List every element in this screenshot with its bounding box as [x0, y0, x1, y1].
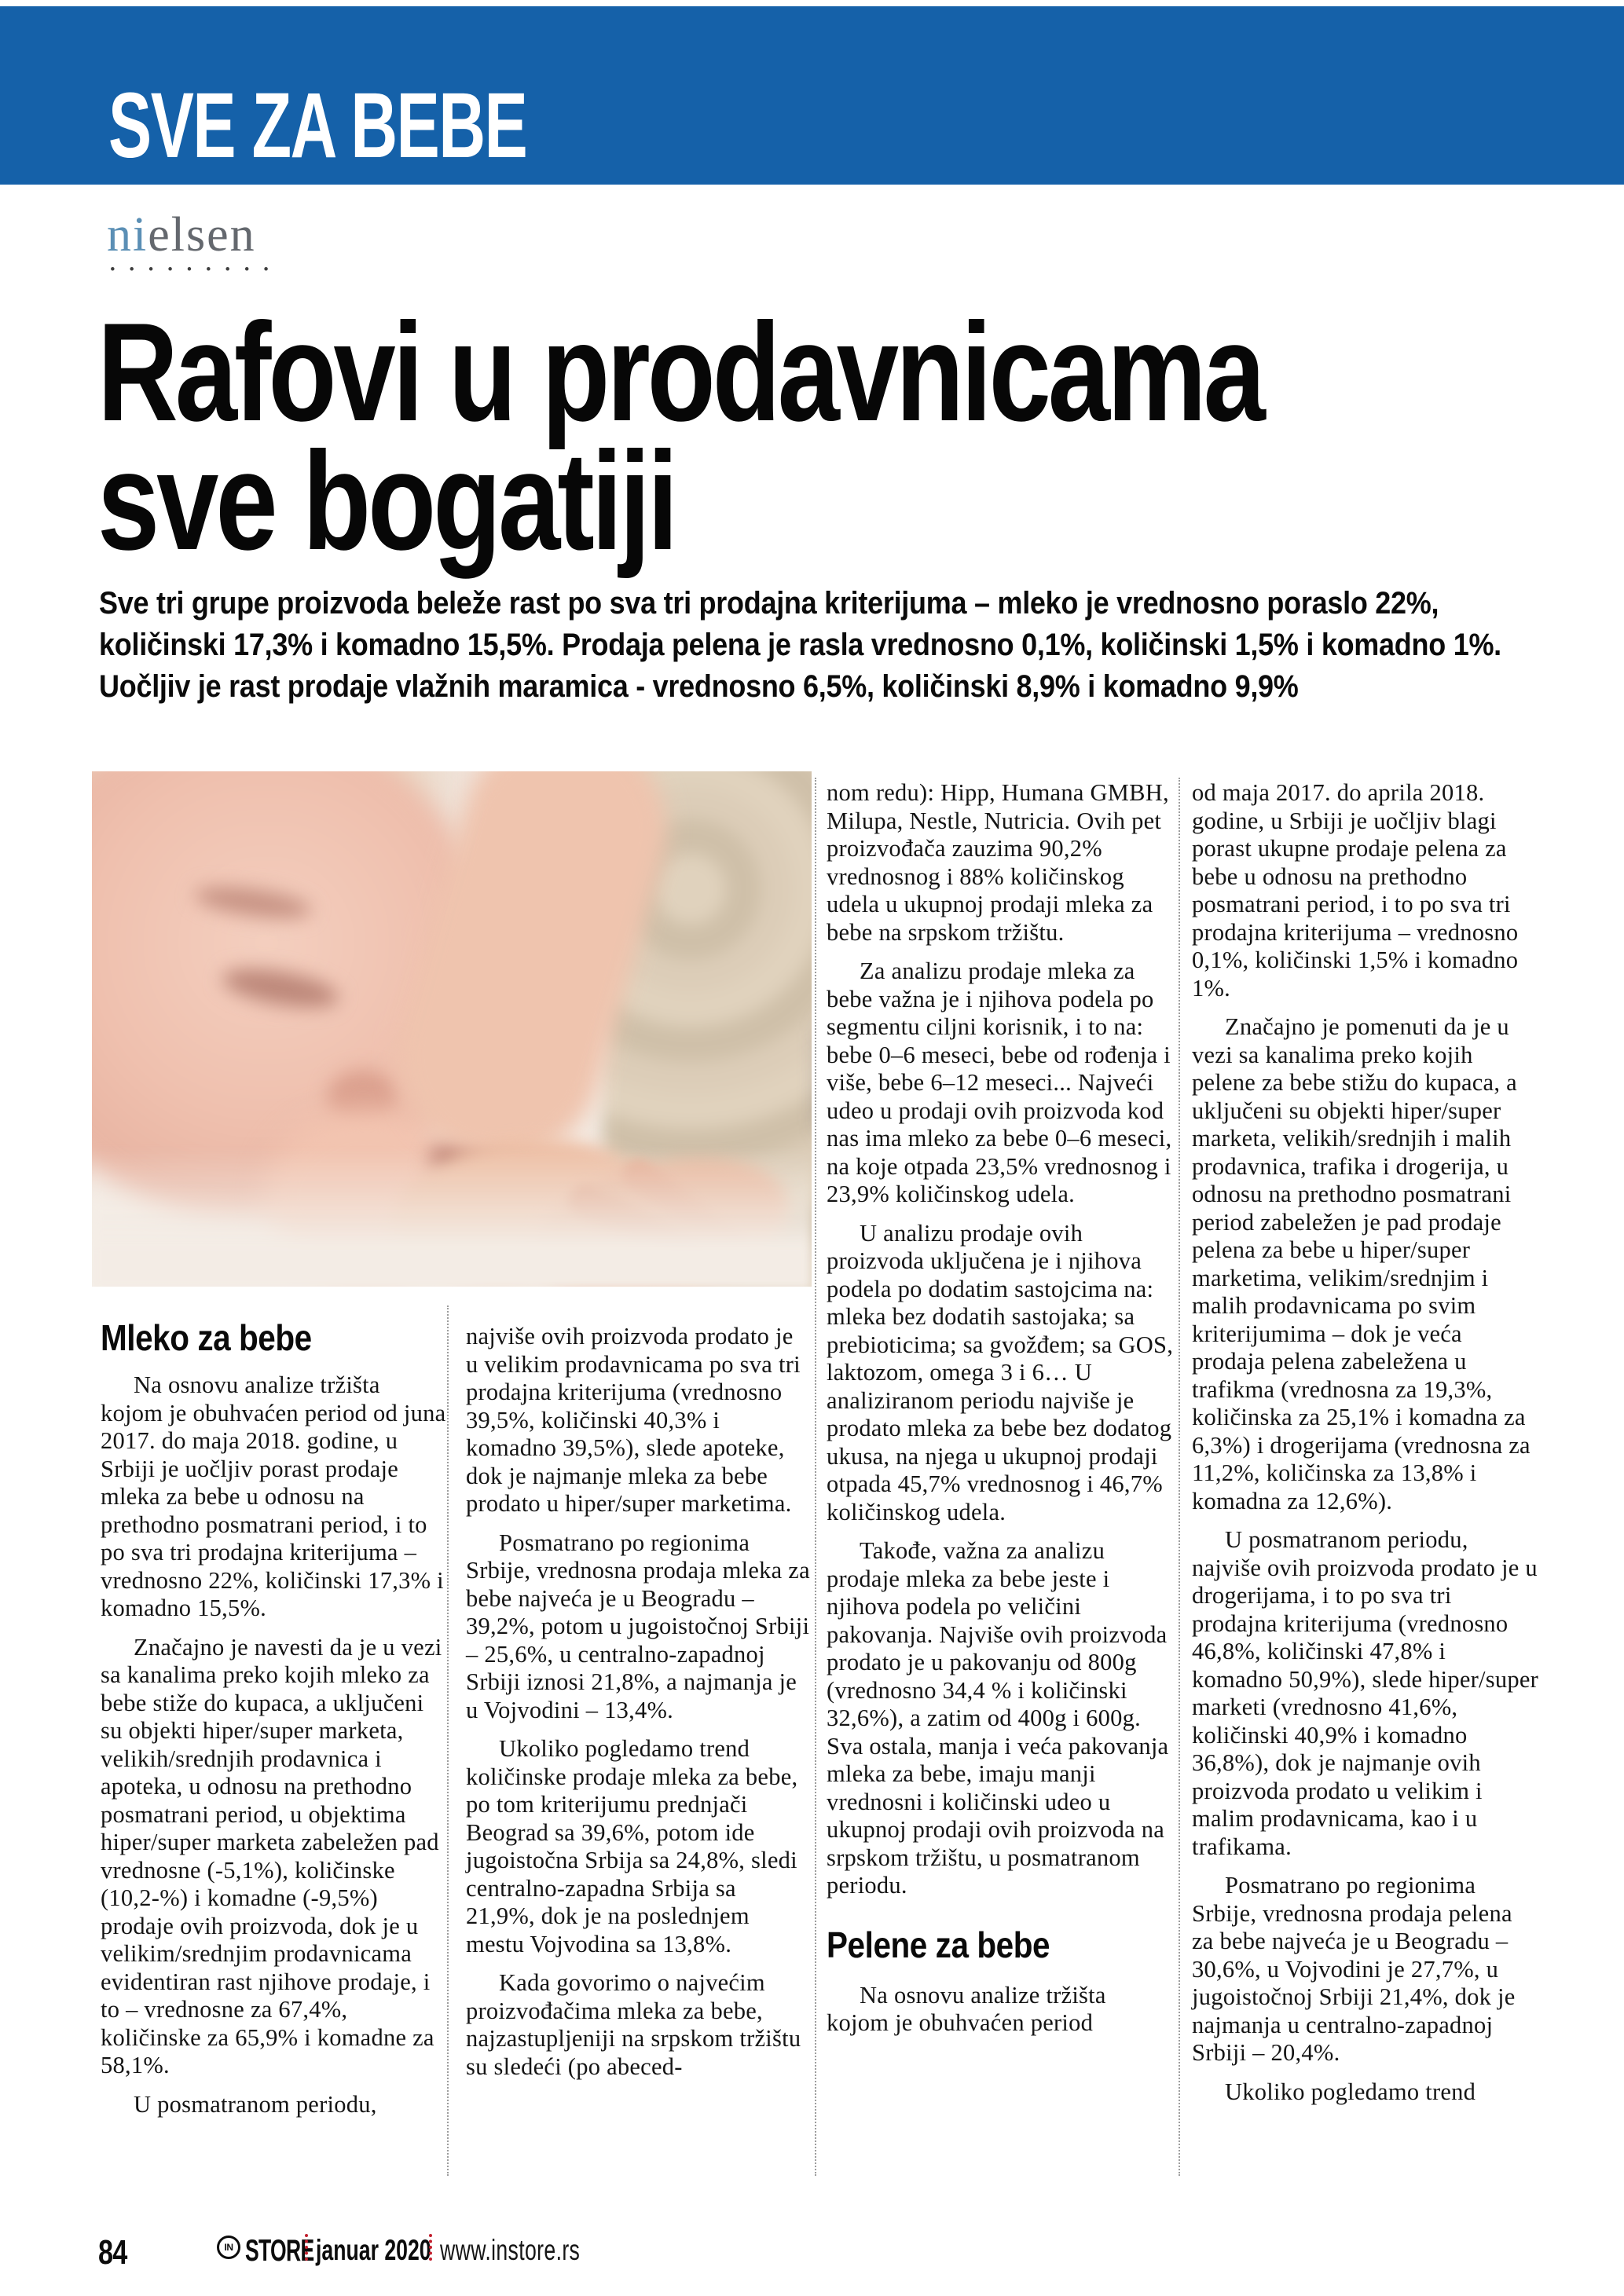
paragraph: Značajno je pomenuti da je u vezi sa kanalima preko kojih pelene za bebe stižu do kupaca, a uključeni su objekti hiper/super marketa, velikih/srednjih i malih prodavnica, trafika i drogerija, u odnosu na prethodno posmatrani period zabeležen je pad prodaje pelena za bebe u hiper/super marketima, velikim/srednjim i malih prodavnicama po svim kriterijumima – dok je veća prodaja pelena zabeležena u trafikma (vrednosna za 19,3%, količinska za 25,1% i komadna za 6,3%) i drogerijama (vrednosna za 11,2%, količinska za 13,8% i komadna za 12,6%). [1192, 1013, 1531, 1514]
article-headline-line1: Rafovi u prodavnicama [97, 294, 1263, 450]
paragraph: Posmatrano po regionima Srbije, vrednosna prodaja pelena za bebe najveća je u Beogradu –30,6%, u Vojvodini je 27,7%, u jugoistočnoj Srbiji 21,4%, dok je najmanja u centralno-zapadnoj Srbiji – 20,4%. [1192, 1872, 1516, 2066]
paragraph: od maja 2017. do aprila 2018. godine, u Srbiji je uočljiv blagi porast ukupne prodaje pelena za bebe u odnosu na prethodno posmatrani period, i to po sva tri prodajna kriterijuma – vrednosno 0,1%, količinski 1,5% i komadno 1%. [1192, 779, 1519, 1002]
nielsen-logo-text-rest: elsen [148, 208, 256, 262]
article-column-4 [1192, 779, 1539, 2106]
column-divider-3 [1179, 778, 1180, 2176]
page-number: 84 [98, 2233, 127, 2272]
page-footer [0, 2228, 1624, 2275]
column-divider-2 [815, 778, 816, 2176]
baby-photo [92, 771, 812, 1287]
nielsen-logo [107, 208, 288, 278]
paragraph: U analizu prodaje ovih proizvoda uključena je i njihova podela po dodatim sastojcima na: mleka bez dodatih sastojaka; sa prebioticima; sa gvožđem; sa GOS, laktozom, omega 3 i 6… U analiziranom periodu najviše je prodato mleka za bebe bez dodatog ukusa, na njega u ukupnoj prodaji otpada 45,7% vrednosnog i 46,7% količinskog udela. [827, 1219, 1174, 1525]
instore-logo-text: STORE [245, 2234, 314, 2268]
paragraph: U posmatranom periodu, [134, 2090, 377, 2118]
nielsen-logo-text [107, 208, 288, 262]
paragraph: Za analizu prodaje mleka za bebe važna je i njihova podela po segmentu ciljni korisnik, i to na: bebe 0–6 meseci, bebe od rođenja i više, bebe 6–12 meseci... Najveći udeo u prodaji ovih proizvoda kod nas ima mleko za bebe 0–6 meseci, na koje otpada 23,5% vrednosnog i 23,9% količinskog udela. [827, 958, 1172, 1207]
article-headline [97, 294, 1480, 579]
section-banner-title: SVE ZA BEBE [108, 74, 527, 178]
article-lede: Sve tri grupe proizvoda beleže rast po sva tri prodajna kriterijuma – mleko je vrednosno poraslo 22%, količinski 17,3% i komadno 15,5%. Prodaja pelena je rasla vrednosno 0,1%, količinski 1,5% i komadno 1%. Uočljiv je rast prodaje vlažnih maramica - vrednosno 6,5%, količinski 8,9% i komadno 9,9% [99, 586, 1501, 704]
paragraph: Značajno je navesti da je u vezi sa kanalima preko kojih mleko za bebe stiže do kupaca, a uključeni su objekti hiper/super marketa, velikih/srednjih prodavnica i apoteka, u odnosu na prethodno posmatrani period, u objektima hiper/super marketa zabeležen pad vrednosne (-5,1%), količinske (10,2-%) i komadne (-9,5%) prodaje ovih proizvoda, dok je u velikim/srednjim prodavnicama evidentiran rast njihove prodaje, i to – vrednosne za 67,4%, količinske za 65,9% i komadne za 58,1%. [101, 1633, 442, 2078]
paragraph: Posmatrano po regionima Srbije, vrednosna prodaja mleka za bebe najveća je u Beogradu – 39,2%, potom u jugoistočnoj Srbiji – 25,6%, u centralno-zapadnoj Srbiji iznosi 21,8%, a najmanja je u Vojvodini – 13,4%. [466, 1529, 810, 1723]
paragraph: najviše ovih proizvoda prodato je u velikim prodavnicama po sva tri prodajna kriterijuma (vrednosno 39,5%, količinski 40,3% i komadno 39,5%), slede apoteke, dok je najmanje mleka za bebe prodato u hiper/super marketima. [466, 1323, 801, 1517]
article-column-1 [101, 1317, 446, 2118]
paragraph: U posmatranom periodu, najviše ovih proizvoda prodato je u drogerijama, i to po sva tri prodajna kriterijuma (vrednosno 46,8%, količinski 47,8% i komadno 50,9%), slede hiper/super marketi (vrednosno 41,6%, količinski 40,9% i komadno 36,8%), dok je najmanje ovih proizvoda prodato u velikim i malim prodavnicama, kao i u trafikama. [1192, 1526, 1539, 1860]
paragraph: Ukoliko pogledamo trend količinske prodaje mleka za bebe, po tom kriterijumu prednjači Beograd sa 39,6%, potom ide jugoistočna Srbija sa 24,8%, sledi centralno-zapadna Srbija sa 21,9%, dok je na poslednjem mestu Vojvodina sa 13,8%. [466, 1735, 798, 1957]
paragraph: Na osnovu analize tržišta kojom je obuhvaćen period [827, 1981, 1106, 2036]
nielsen-logo-dots-icon: • • • • • • • • • [110, 262, 274, 278]
instore-logo-icon: IN [217, 2236, 240, 2259]
article-column-3 [827, 779, 1174, 2038]
paragraph: Na osnovu analize tržišta kojom je obuhvaćen period od juna 2017. do maja 2018. godine, u Srbiji je uočljiv porast prodaje mleka za bebe u odnosu na prethodno posmatrani period, i to po sva tri prodajna kriterijuma – vrednosno 22%, količinski 17,3% i komadno 15,5%. [101, 1371, 446, 1621]
article-column-2 [466, 1323, 810, 2081]
section-heading-pelene: Pelene za bebe [827, 1924, 1050, 1965]
section-banner [0, 6, 1624, 185]
article-headline-line2: sve bogatiji [97, 423, 676, 579]
paragraph: nom redu): Hipp, Humana GMBH, Milupa, Nestle, Nutricia. Ovih pet proizvođača zauzima 90,2% vrednosnog i 88% količinskog udela u ukupnoj prodaji mleka za bebe na srpskom tržištu. [827, 779, 1169, 946]
footer-divider-icon [429, 2234, 432, 2261]
column-divider-1 [447, 1305, 449, 2176]
issue-date: januar 2020 [316, 2234, 431, 2266]
website-text: www.instore.rs [440, 2234, 581, 2266]
footer-divider-icon [305, 2234, 308, 2261]
photo-blur-floor [92, 1148, 812, 1287]
nielsen-logo-text-tint: ni [107, 208, 148, 262]
section-heading-mleko: Mleko za bebe [101, 1317, 312, 1358]
paragraph: Ukoliko pogledamo trend [1225, 2078, 1476, 2105]
paragraph: Kada govorimo o najvećim proizvođačima mleka za bebe, najzastupljeniji na srpskom tržištu su sledeći (po abeced- [466, 1969, 801, 2080]
paragraph: Takođe, važna za analizu prodaje mleka za bebe jeste i njihova podela po veličini pakovanja. Najviše ovih proizvoda prodato je u pakovanju od 800g (vrednosno 34,4 % i količinski 32,6%), a zatim od 400g i 600g. Sva ostala, manja i veća pakovanja mleka za bebe, imaju manji vrednosni i količinski udeo u ukupnoj prodaji ovih proizvoda na srpskom tržištu, u posmatranom periodu. [827, 1537, 1169, 1899]
